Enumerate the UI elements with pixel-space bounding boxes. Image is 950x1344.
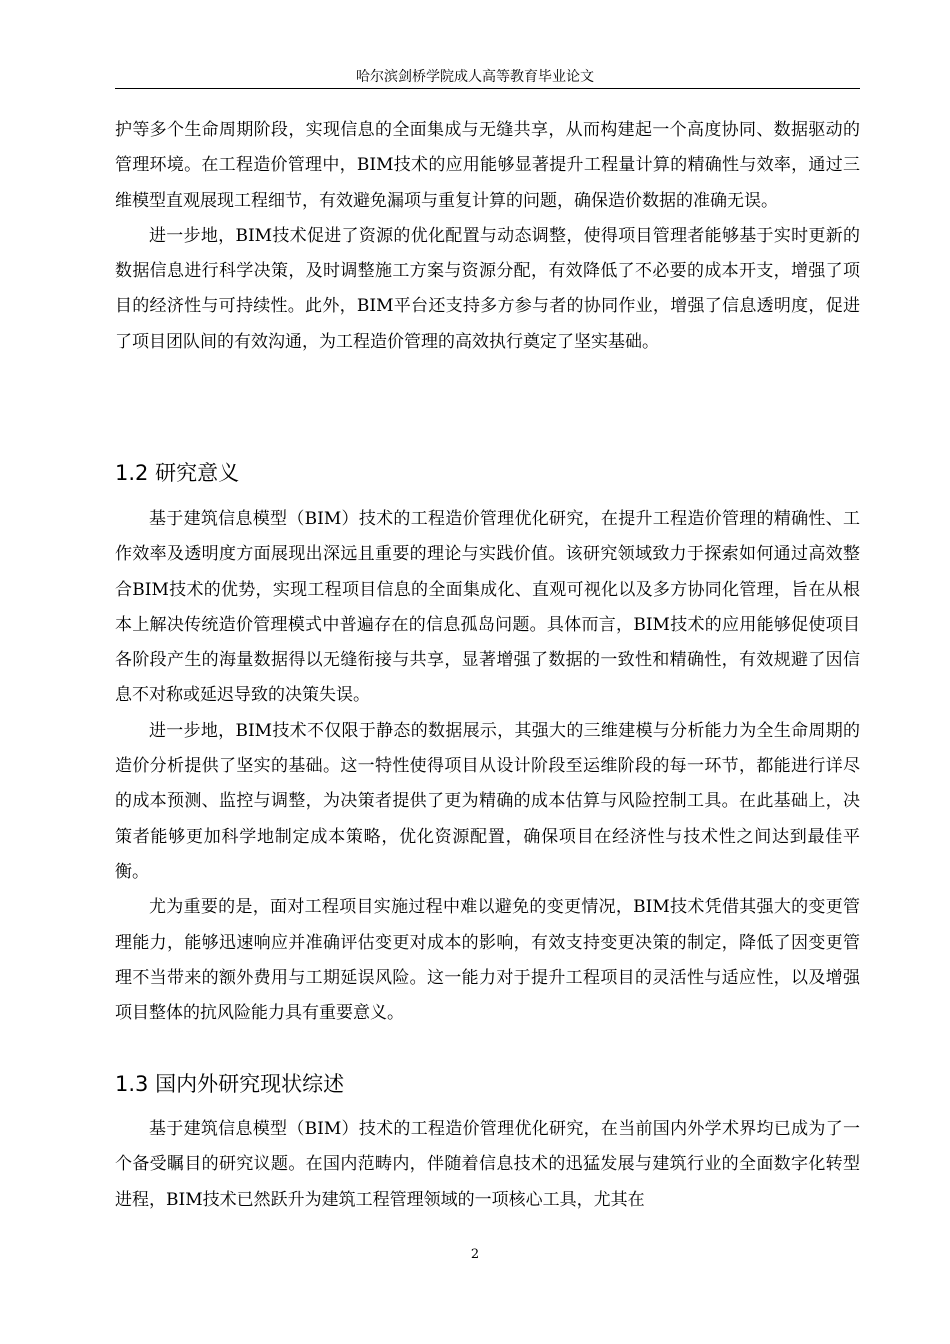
section-heading-1-2: 1.2 研究意义 <box>115 461 240 485</box>
page-number: 2 <box>470 1247 480 1262</box>
paragraph: 进一步地，BIM技术促进了资源的优化配置与动态调整，使得项目管理者能够基于实时更新的数据信息进行科学决策，及时调整施工方案与资源分配，有效降低了不必要的成本开支，增强了项目的经济性与可持续性。此外，BIM平台还支持多方参与者的协同作业，增强了信息透明度，促进了项目团队间的有效沟通，为工程造价管理的高效执行奠定了坚实基础。 <box>115 225 860 352</box>
paragraph: 护等多个生命周期阶段，实现信息的全面集成与无缝共享，从而构建起一个高度协同、数据驱动的管理环境。在工程造价管理中，BIM技术的应用能够显著提升工程量计算的精确性与效率，通过三维模型直观展现工程细节，有效避免漏项与重复计算的问题，确保造价数据的准确无误。 <box>115 120 860 211</box>
section-1-2-body <box>115 502 860 1031</box>
section-1-1-continuation <box>115 113 860 360</box>
paragraph: 基于建筑信息模型（BIM）技术的工程造价管理优化研究，在当前国内外学术界均已成为了一个备受瞩目的研究议题。在国内范畴内，伴随着信息技术的迅猛发展与建筑行业的全面数字化转型进程，BIM技术已然跃升为建筑工程管理领域的一项核心工具，尤其在 <box>115 1119 860 1210</box>
paragraph: 进一步地，BIM技术不仅限于静态的数据展示，其强大的三维建模与分析能力为全生命周期的造价分析提供了坚实的基础。这一特性使得项目从设计阶段至运维阶段的每一环节，都能进行详尽的成本预测、监控与调整，为决策者提供了更为精确的成本估算与风险控制工具。在此基础上，决策者能够更加科学地制定成本策略，优化资源配置，确保项目在经济性与技术性之间达到最佳平衡。 <box>115 720 860 882</box>
paragraph: 尤为重要的是，面对工程项目实施过程中难以避免的变更情况，BIM技术凭借其强大的变更管理能力，能够迅速响应并准确评估变更对成本的影响，有效支持变更决策的制定，降低了因变更管理不当带来的额外费用与工期延误风险。这一能力对于提升工程项目的灵活性与适应性，以及增强项目整体的抗风险能力具有重要意义。 <box>115 897 860 1024</box>
header-divider <box>115 88 860 89</box>
section-heading-1-3: 1.3 国内外研究现状综述 <box>115 1072 345 1096</box>
running-header-title: 哈尔滨剑桥学院成人高等教育毕业论文 <box>356 69 594 85</box>
paragraph: 基于建筑信息模型（BIM）技术的工程造价管理优化研究，在提升工程造价管理的精确性、工作效率及透明度方面展现出深远且重要的理论与实践价值。该研究领域致力于探索如何通过高效整合BIM技术的优势，实现工程项目信息的全面集成化、直观可视化以及多方协同化管理，旨在从根本上解决传统造价管理模式中普遍存在的信息孤岛问题。具体而言，BIM技术的应用能够促使项目各阶段产生的海量数据得以无缝衔接与共享，显著增强了数据的一致性和精确性，有效规避了因信息不对称或延迟导致的决策失误。 <box>115 509 860 706</box>
section-1-3-body <box>115 1112 860 1218</box>
